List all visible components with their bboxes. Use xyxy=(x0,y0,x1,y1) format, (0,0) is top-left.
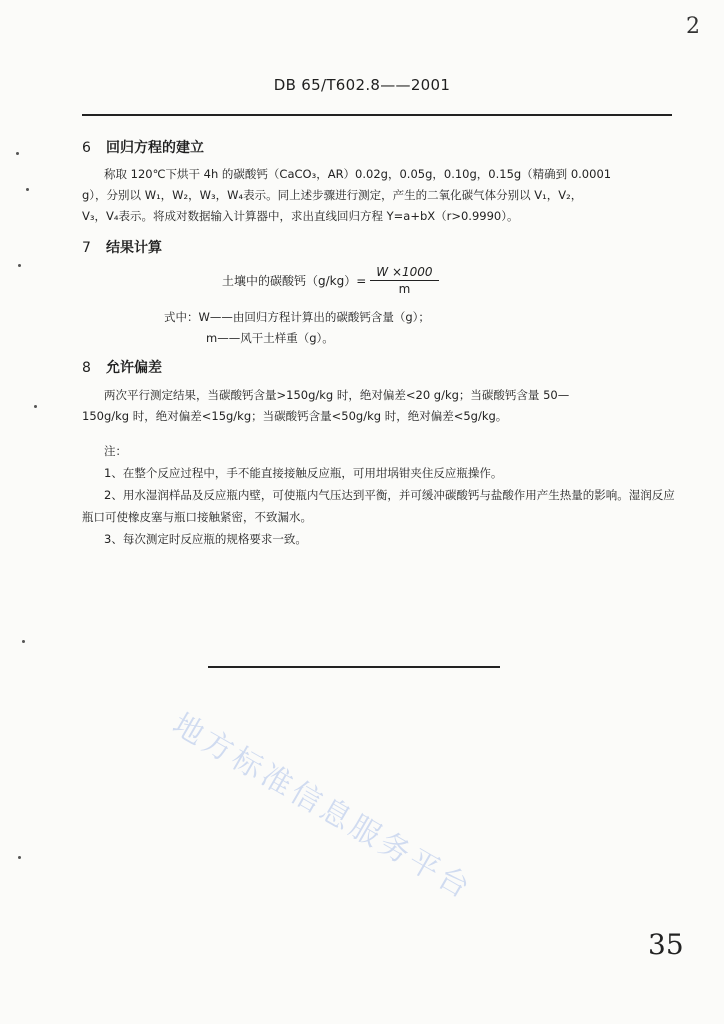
where-label: 式中： xyxy=(164,310,199,324)
formula-numerator: W ×1000 xyxy=(370,265,438,281)
section-8-number: 8 xyxy=(82,360,91,376)
section-8-body xyxy=(82,385,682,427)
section-6-line-3: V₃，V₄表示。将成对数据输入计算器中，求出直线回归方程 Y=a+bX（r>0.9990）。 xyxy=(82,209,519,223)
section-8-line-1: 两次平行测定结果，当碳酸钙含量>150g/kg 时，绝对偏差<20 g/kg；当碳酸钙含量 50— xyxy=(104,388,570,402)
section-7-heading: 结果计算 xyxy=(106,240,162,256)
where-w-definition: W——由回归方程计算出的碳酸钙含量（g）； xyxy=(198,310,430,324)
scan-speck xyxy=(18,856,21,859)
watermark: 地方标准信息服务平台 xyxy=(166,706,479,908)
corner-mark: 2 xyxy=(686,14,700,39)
header-rule xyxy=(82,114,672,116)
formula-denominator: m xyxy=(398,282,411,296)
section-8-line-2: 150g/kg 时，绝对偏差<15g/kg；当碳酸钙含量<50g/kg 时，绝对偏差<5g/kg。 xyxy=(82,409,508,423)
section-7-number: 7 xyxy=(82,240,91,256)
section-6-body xyxy=(82,164,682,227)
scan-speck xyxy=(22,640,25,643)
scan-speck xyxy=(16,152,19,155)
section-8-heading: 允许偏差 xyxy=(106,360,162,376)
end-rule xyxy=(208,666,500,668)
section-6-heading: 回归方程的建立 xyxy=(106,140,204,156)
formula-fraction xyxy=(370,265,438,296)
note-item-1: 1、在整个反应过程中，手不能直接接触反应瓶，可用坩埚钳夹住反应瓶操作。 xyxy=(104,466,503,480)
result-formula xyxy=(222,265,439,296)
scan-speck xyxy=(18,264,21,267)
note-item-2: 2、用水湿润样品及反应瓶内壁，可使瓶内气压达到平衡，并可缓冲碳酸钙与盐酸作用产生热量的影响。湿润反应瓶口可使橡皮塞与瓶口接触紧密，不致漏水。 xyxy=(82,488,675,524)
formula-left: 土壤中的碳酸钙（g/kg）= xyxy=(222,274,367,288)
scan-speck xyxy=(34,405,37,408)
where-w-line xyxy=(164,309,430,325)
section-6-number: 6 xyxy=(82,140,91,156)
notes-label: 注： xyxy=(104,444,127,458)
scan-speck xyxy=(26,188,29,191)
section-6-line-1: 称取 120℃下烘干 4h 的碳酸钙（CaCO₃，AR）0.02g，0.05g，0.10g，0.15g（精确到 0.0001 xyxy=(104,167,612,181)
handwritten-page-number: 35 xyxy=(648,928,684,961)
section-7-title xyxy=(82,237,162,257)
where-m-definition: m——风干土样重（g）。 xyxy=(206,331,334,345)
section-6-line-2: g），分别以 W₁，W₂，W₃，W₄表示。同上述步骤进行测定，产生的二氧化碳气体分别以 V₁，V₂， xyxy=(82,188,583,202)
note-item-3: 3、每次测定时反应瓶的规格要求一致。 xyxy=(104,532,307,546)
section-6-title xyxy=(82,137,204,157)
section-8-title xyxy=(82,357,162,377)
document-code: DB 65/T602.8——2001 xyxy=(273,76,451,94)
notes-block xyxy=(82,440,682,550)
